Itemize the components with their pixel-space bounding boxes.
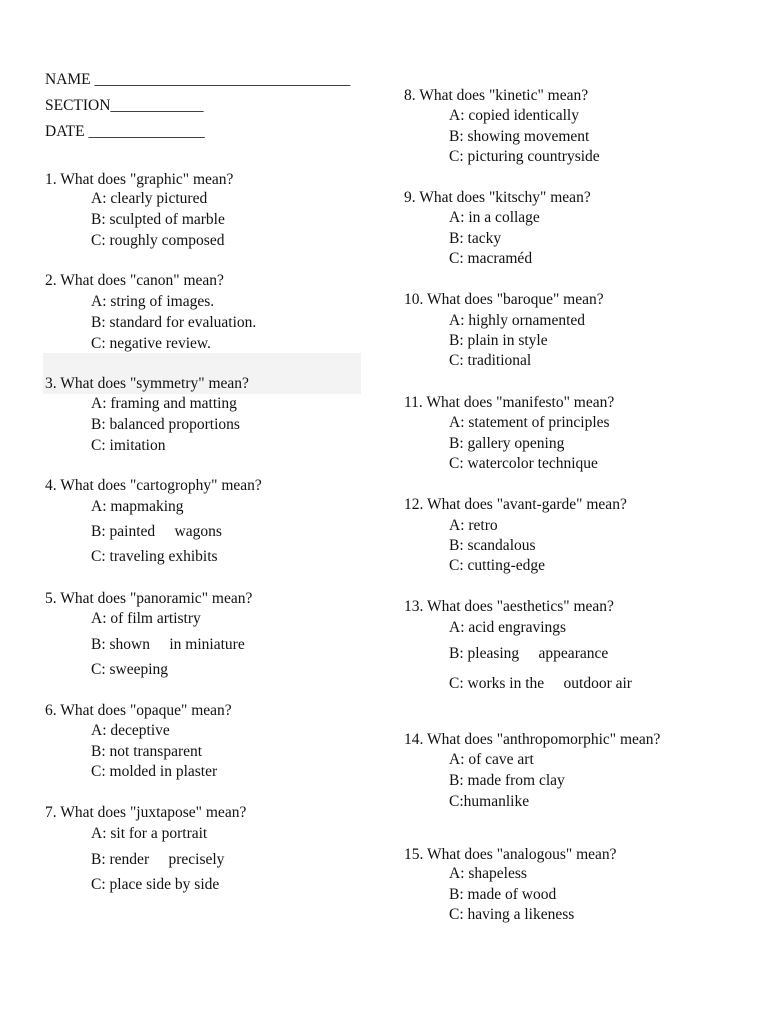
answer-a[interactable]: A: string of images. xyxy=(91,293,215,310)
answer-a[interactable]: A: highly ornamented xyxy=(449,312,586,329)
answer-c[interactable]: C: watercolor technique xyxy=(449,455,598,472)
answer-a[interactable]: A: deceptive xyxy=(91,722,170,739)
question-text: 9. What does "kitschy" mean? xyxy=(404,189,591,206)
answer-c[interactable]: C: sweeping xyxy=(91,661,169,678)
date-field[interactable]: DATE _______________ xyxy=(45,123,205,140)
answer-c[interactable]: C: picturing countryside xyxy=(449,148,600,165)
question-text: 4. What does "cartogrophy" mean? xyxy=(45,477,262,494)
answer-a[interactable]: A: copied identically xyxy=(449,107,579,124)
answer-b[interactable]: B: sculpted of marble xyxy=(91,211,225,228)
answer-a[interactable]: A: clearly pictured xyxy=(91,190,208,207)
question-text: 13. What does "aesthetics" mean? xyxy=(404,598,614,615)
answer-a[interactable]: A: retro xyxy=(449,517,498,534)
answer-c[interactable]: C: macraméd xyxy=(449,250,533,267)
answer-b[interactable]: B: render precisely xyxy=(91,851,225,868)
answer-a[interactable]: A: acid engravings xyxy=(449,619,567,636)
answer-c[interactable]: C:humanlike xyxy=(449,793,530,810)
answer-a[interactable]: A: of cave art xyxy=(449,751,534,768)
answer-b[interactable]: B: scandalous xyxy=(449,537,536,554)
question-text: 3. What does "symmetry" mean? xyxy=(45,375,249,392)
answer-b[interactable]: B: tacky xyxy=(449,230,502,247)
answer-a[interactable]: A: mapmaking xyxy=(91,498,184,515)
answer-c[interactable]: C: roughly composed xyxy=(91,232,225,249)
answer-c[interactable]: C: having a likeness xyxy=(449,906,575,923)
answer-b[interactable]: B: pleasing appearance xyxy=(449,645,609,662)
question-text: 2. What does "canon" mean? xyxy=(45,272,224,289)
answer-b[interactable]: B: not transparent xyxy=(91,743,203,760)
question-text: 10. What does "baroque" mean? xyxy=(404,291,604,308)
answer-b[interactable]: B: balanced proportions xyxy=(91,416,240,433)
answer-c[interactable]: C: traveling exhibits xyxy=(91,548,218,565)
answer-b[interactable]: B: made of wood xyxy=(449,886,557,903)
question-text: 12. What does "avant-garde" mean? xyxy=(404,496,627,513)
answer-b[interactable]: B: gallery opening xyxy=(449,435,565,452)
answer-c[interactable]: C: place side by side xyxy=(91,876,220,893)
section-field[interactable]: SECTION____________ xyxy=(45,97,204,114)
answer-a[interactable]: A: shapeless xyxy=(449,865,527,882)
question-text: 7. What does "juxtapose" mean? xyxy=(45,804,247,821)
answer-a[interactable]: A: in a collage xyxy=(449,209,540,226)
answer-b[interactable]: B: standard for evaluation. xyxy=(91,314,257,331)
answer-c[interactable]: C: molded in plaster xyxy=(91,763,218,780)
question-text: 5. What does "panoramic" mean? xyxy=(45,590,253,607)
answer-b[interactable]: B: plain in style xyxy=(449,332,548,349)
name-field[interactable]: NAME _________________________________ xyxy=(45,71,351,88)
answer-b[interactable]: B: showing movement xyxy=(449,128,590,145)
answer-a[interactable]: A: sit for a portrait xyxy=(91,825,208,842)
answer-a[interactable]: A: of film artistry xyxy=(91,610,201,627)
question-text: 11. What does "manifesto" mean? xyxy=(404,394,615,411)
answer-c[interactable]: C: imitation xyxy=(91,437,166,454)
answer-a[interactable]: A: statement of principles xyxy=(449,414,610,431)
question-text: 1. What does "graphic" mean? xyxy=(45,171,234,188)
answer-c[interactable]: C: cutting-edge xyxy=(449,557,545,574)
answer-b[interactable]: B: made from clay xyxy=(449,772,565,789)
question-text: 6. What does "opaque" mean? xyxy=(45,702,232,719)
answer-b[interactable]: B: shown in miniature xyxy=(91,636,245,653)
question-text: 15. What does "analogous" mean? xyxy=(404,846,617,863)
answer-c[interactable]: C: works in the outdoor air xyxy=(449,675,632,692)
question-text: 8. What does "kinetic" mean? xyxy=(404,87,589,104)
answer-c[interactable]: C: negative review. xyxy=(91,335,211,352)
answer-b[interactable]: B: painted wagons xyxy=(91,523,222,540)
answer-c[interactable]: C: traditional xyxy=(449,352,532,369)
question-text: 14. What does "anthropomorphic" mean? xyxy=(404,731,661,748)
answer-a[interactable]: A: framing and matting xyxy=(91,395,237,412)
